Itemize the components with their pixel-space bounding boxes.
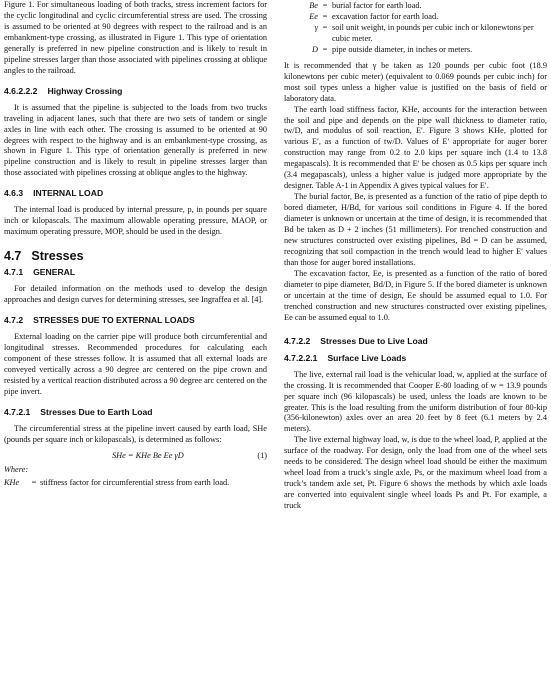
section-number: 4.7.2.1 (4, 406, 31, 417)
definition-list (284, 1, 547, 56)
section-number: 4.6.3 (4, 188, 24, 199)
definition-symbol: KHe (4, 477, 20, 487)
definition-d (284, 45, 547, 56)
right-column (284, 1, 547, 512)
heading-surface-live-loads (284, 353, 547, 364)
section-title: Stresses (31, 249, 84, 264)
section-title: Highway Crossing (47, 85, 123, 96)
heading-general (4, 267, 267, 278)
definition-ee (284, 12, 547, 23)
paragraph-external: External loading on the carrier pipe will produce both circumferential and longitudinal stresses. Recommended procedures for calculating each component of these stresses follow. It is assumed that all external loads are conveyed vertically across a 90 degree arc centered on the pipe crown and resisted by a vertical reaction distributed across a 90 degree arc centered on the pipe invert. (4, 332, 267, 396)
section-number: 4.7.2.2 (284, 335, 311, 346)
paragraph-highway: It is assumed that the pipeline is subjected to the loads from two trucks traveling in adjacent lanes, such that there are two sets of tandem or single axles in line with each other. The crossing is assumed to be oriented at 90 degrees with respect to the highway and is an embankment-type crossing, as shown in Figure 1. This type of orientation generally is preferred in new pipeline construction and is likely to result in pipeline stresses larger than those associated with pipelines crossing at oblique angles to the highway. (4, 102, 267, 178)
equation-1 (4, 451, 267, 462)
definition-text: excavation factor for earth load. (332, 11, 439, 21)
paragraph-highway-live: The live external highway load, w, is due to the wheel load, P, applied at the surface of the roadway. For design, only the load from one of the wheel sets needs to be considered. The design wheel load should be either the maximum wheel load from a truck’s single axle, Ps, or the maximum wheel load from a truck’s tandem axle set, Pt. Figure 6 shows the methods by which axle loads are converted into equivalent single wheel loads Ps and Pt. For example, a truck (284, 435, 547, 511)
left-column (4, 0, 267, 489)
section-number: 4.7.1 (4, 267, 24, 278)
equals-sign: = (31, 477, 37, 487)
definition-text: stiffness factor for circumferential stress from earth load. (40, 477, 230, 487)
section-title: Surface Live Loads (327, 352, 407, 363)
definition-symbol: D (312, 44, 318, 54)
paragraph-internal: The internal load is produced by internal pressure, p, in pounds per square inch or kilopascals. The maximum allowable operating pressure, MAOP, or maximum operating pressure, MOP, should be used in the design. (4, 205, 267, 237)
where-label: Where: (4, 464, 29, 474)
equals-sign: = (322, 44, 328, 54)
section-number: 4.7 (4, 249, 22, 264)
paragraph-earth: The circumferential stress at the pipeline invert caused by earth load, SHe (pounds per square inch or kilopascals), is determined as follows: (4, 423, 267, 444)
definition-symbol: γ (314, 22, 318, 32)
definition-symbol: Be (309, 1, 318, 10)
definition-text: pipe outside diameter, in inches or meters. (332, 44, 473, 54)
section-number: 4.7.2.2.1 (284, 352, 318, 363)
heading-earth-load (4, 407, 267, 418)
definition-symbol: Ee (309, 11, 318, 21)
section-title: Stresses Due to Live Load (320, 335, 428, 346)
paragraph-general: For detailed information on the methods used to develop the design approaches and design curves for determining stresses, see Ingraffea et al. [4]. (4, 284, 267, 305)
definition-khe (4, 478, 267, 489)
paragraph-burial: The burial factor, Be, is presented as a function of the ratio of pipe depth to bored diameter, H/Bd, for various soil conditions in Figure 4. If the bored diameter is unknown or uncertain at the time of design, it is recommended that Bd be taken as D + 2 inches (51 millimeters). For trenched construction and new structures constructed over existing pipelines, Bd = D can be assumed, recognizing that soil compaction in the trench would lead to higher E′ values than those for auger bored installations. (284, 192, 547, 267)
section-title: Stresses Due to Earth Load (40, 406, 153, 417)
heading-internal-load (4, 188, 267, 199)
paragraph-intro: Figure 1. For simultaneous loading of both tracks, stress increment factors for the cyclic longitudinal and cyclic circumferential stress are used. The crossing is assumed to be oriented at 90 degrees with respect to the railroad and is an embankment-type crossing, as illustrated in Figure 1. This type of orientation generally is preferred in new pipeline construction and is likely to result in pipeline stresses larger than those associated with pipelines crossing at oblique angles to the railroad. (4, 0, 267, 75)
section-number: 4.6.2.2.2 (4, 85, 38, 96)
definition-text: soil unit weight, in pounds per cubic inch or kilonewtons per cubic meter. (332, 22, 534, 43)
heading-stresses (4, 249, 267, 263)
paragraph-live: The live, external rail load is the vehicular load, w, applied at the surface of the crossing. It is recommended that Cooper E-80 loading of w = 13.9 pounds per square inch (96 kilopascals) be used, unless the loads are known to be greater. This is the load resulting from the uniform distribution of four 80-kip (356-kilonewton) axles over an area 20 feet by 8 feet (6.1 meters by 2.4 meters). (284, 369, 547, 434)
heading-external-loads (4, 315, 267, 326)
equation-expression: SHe = KHe Be Ee γD (112, 450, 184, 460)
heading-highway-crossing (4, 86, 267, 97)
definition-be (284, 1, 547, 12)
equals-sign: = (322, 1, 328, 10)
equation-number: (1) (257, 450, 267, 460)
definition-text: burial factor for earth load. (332, 1, 422, 10)
paragraph-excavation: The excavation factor, Ee, is presented as a function of the ratio of bored diameter to pipe diameter, Bd/D, in Figure 5. If the bored diameter is unknown or uncertain at the time of design, Ee should be assumed equal to 1.0. For trenched construction and new structures constructed over existing pipelines, Ee can be assumed equal to 1.0. (284, 268, 547, 322)
section-title: INTERNAL LOAD (33, 188, 104, 199)
paragraph-stiffness: The earth load stiffness factor, KHe, accounts for the interaction between the soil and pipe and depends on the pipe wall thickness to diameter ratio, tw/D, and modulus of soil reaction, E′. Figure 3 shows KHe, plotted for various E′, as a function of tw/D. Values of E′ appropriate for auger borer construction may range from 0.2 to 2.0 kips per square inch (1.4 to 13.8 megapascals). It is recommended that E′ be chosen as 0.5 kips per square inch (3.4 megapascals), unless a higher value is judged more appropriate by the designer. Table A-1 in Appendix A gives typical values for E′. (284, 104, 547, 191)
section-number: 4.7.2 (4, 315, 24, 326)
section-title: STRESSES DUE TO EXTERNAL LOADS (33, 315, 195, 326)
section-title: GENERAL (33, 267, 76, 278)
paragraph-gamma: It is recommended that γ be taken as 120 pounds per cubic foot (18.9 kilonewtons per cubic meter) (equivalent to 0.069 pounds per cubic inch) for most soil types unless a higher value is justified on the basis of field or laboratory data. (284, 60, 547, 103)
equals-sign: = (322, 22, 328, 32)
heading-live-load (284, 336, 547, 347)
definition-gamma (284, 23, 547, 45)
equals-sign: = (322, 11, 328, 21)
